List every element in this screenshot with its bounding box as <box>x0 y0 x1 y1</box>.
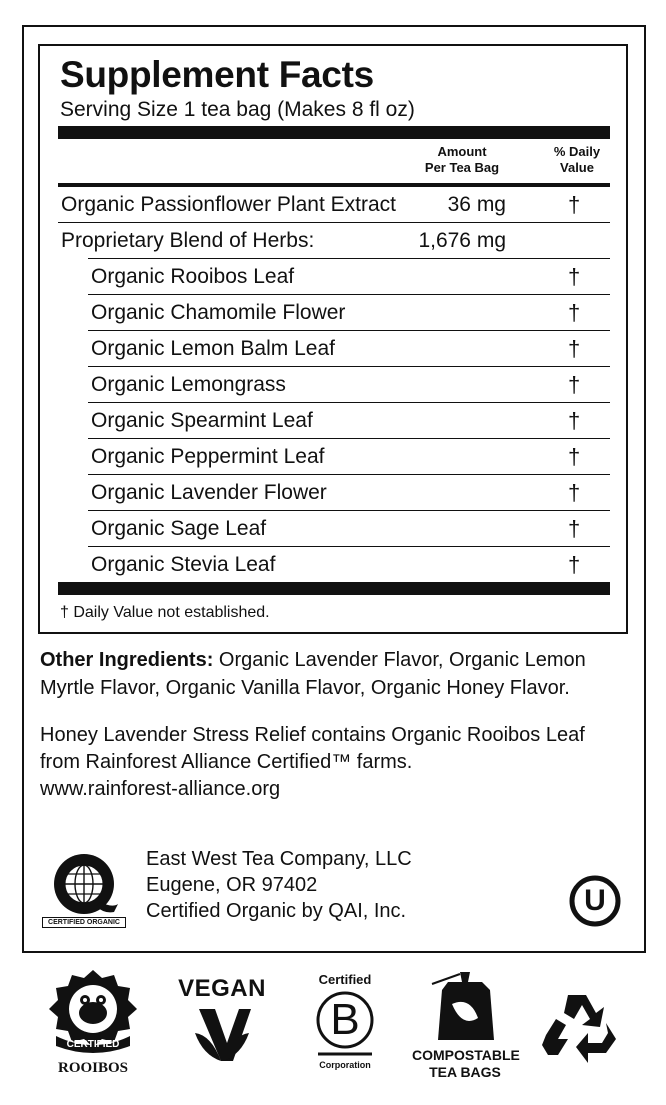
rainforest-url: www.rainforest-alliance.org <box>40 778 281 800</box>
fact-daily-value: † <box>568 444 581 469</box>
bottom-thick-bar <box>58 582 610 595</box>
other-ingredients-label: Other Ingredients: <box>40 649 214 671</box>
fact-ingredient-name: Organic Chamomile Flower <box>91 301 346 324</box>
fact-ingredient-name: Organic Spearmint Leaf <box>91 409 313 432</box>
amount-header-line2: Per Tea Bag <box>424 160 500 175</box>
facts-title: Supplement Facts <box>60 54 374 95</box>
kosher-ou-icon <box>569 875 621 927</box>
fact-ingredient-name: Organic Lemongrass <box>91 373 286 396</box>
fact-ingredient-name: Organic Rooibos Leaf <box>91 265 295 288</box>
fact-row <box>58 511 610 547</box>
vegan-v-icon <box>175 1007 269 1067</box>
fact-row <box>58 475 610 511</box>
fact-row <box>58 403 610 439</box>
serving-size: Serving Size 1 tea bag (Makes 8 fl oz) <box>60 98 415 121</box>
rainforest-certified-text: CERTIFIED <box>66 1039 120 1050</box>
fact-row <box>58 259 610 295</box>
fact-ingredient-name: Organic Sage Leaf <box>91 517 267 540</box>
fact-amount: 1,676 mg <box>418 229 506 252</box>
fact-row <box>58 331 610 367</box>
certifier: Certified Organic by QAI, Inc. <box>146 900 407 922</box>
daily-value-footnote: † Daily Value not established. <box>60 604 270 621</box>
top-thick-bar <box>58 126 610 139</box>
dv-header-line1: % Daily <box>553 144 601 159</box>
fact-daily-value: † <box>568 552 581 577</box>
rooibos-label: ROOIBOS <box>57 1060 129 1076</box>
vegan-text: VEGAN <box>178 975 266 1002</box>
fact-daily-value: † <box>568 192 581 217</box>
fact-ingredient-name: Organic Stevia Leaf <box>91 553 276 576</box>
recycle-badge <box>540 985 624 1065</box>
fact-ingredient-name: Organic Lemon Balm Leaf <box>91 337 335 360</box>
rainforest-line1: Honey Lavender Stress Relief contains Organic Rooibos Leaf <box>40 724 585 746</box>
bcorp-corporation-text: Corporation <box>319 1060 371 1070</box>
other-ingredients-text: Organic Lavender Flavor, Organic Lemon Myrtle Flavor, Organic Vanilla Flavor, Organic Honey Flavor. <box>40 649 586 699</box>
fact-ingredient-name: Organic Passionflower Plant Extract <box>61 193 396 216</box>
fact-ingredient-name: Proprietary Blend of Herbs: <box>61 229 315 252</box>
fact-daily-value: † <box>568 336 581 361</box>
fact-daily-value: † <box>568 372 581 397</box>
vegan-badge <box>175 975 269 1070</box>
fact-row <box>58 223 610 259</box>
other-ingredients <box>40 646 630 702</box>
dv-header-line2: Value <box>560 160 594 175</box>
bcorp-certified-text: Certified <box>318 972 372 987</box>
fact-daily-value: † <box>568 480 581 505</box>
bcorp-badge <box>310 972 380 1077</box>
company-name: East West Tea Company, LLC <box>146 848 412 870</box>
rainforest-line2: from Rainforest Alliance Certified™ farms. <box>40 751 413 773</box>
company-info <box>146 846 412 924</box>
qai-logo <box>40 850 128 930</box>
fact-ingredient-name: Organic Lavender Flower <box>91 481 327 504</box>
tea-bag-icon <box>412 968 518 1046</box>
ou-letter: U <box>584 884 606 917</box>
amount-header-line1: Amount <box>437 144 487 159</box>
compostable-line1: COMPOSTABLE <box>412 1047 520 1063</box>
fact-daily-value: † <box>568 408 581 433</box>
fact-amount: 36 mg <box>447 193 506 216</box>
compostable-badge <box>412 968 518 1083</box>
fact-row <box>58 187 610 223</box>
fact-ingredient-name: Organic Peppermint Leaf <box>91 445 325 468</box>
fact-row <box>58 547 610 583</box>
rainforest-statement <box>40 722 630 803</box>
qai-certified-label: CERTIFIED ORGANIC <box>42 917 126 928</box>
rainforest-alliance-badge <box>36 968 150 1082</box>
fact-daily-value: † <box>568 300 581 325</box>
fact-daily-value: † <box>568 516 581 541</box>
bcorp-letter: B <box>330 995 360 1044</box>
fact-row <box>58 439 610 475</box>
recycle-icon <box>540 985 624 1065</box>
daily-value-header <box>535 144 619 176</box>
fact-daily-value: † <box>568 264 581 289</box>
amount-header <box>412 144 512 176</box>
compostable-line2: TEA BAGS <box>429 1064 501 1080</box>
company-address: Eugene, OR 97402 <box>146 874 318 896</box>
fact-row <box>58 367 610 403</box>
fact-row <box>58 295 610 331</box>
